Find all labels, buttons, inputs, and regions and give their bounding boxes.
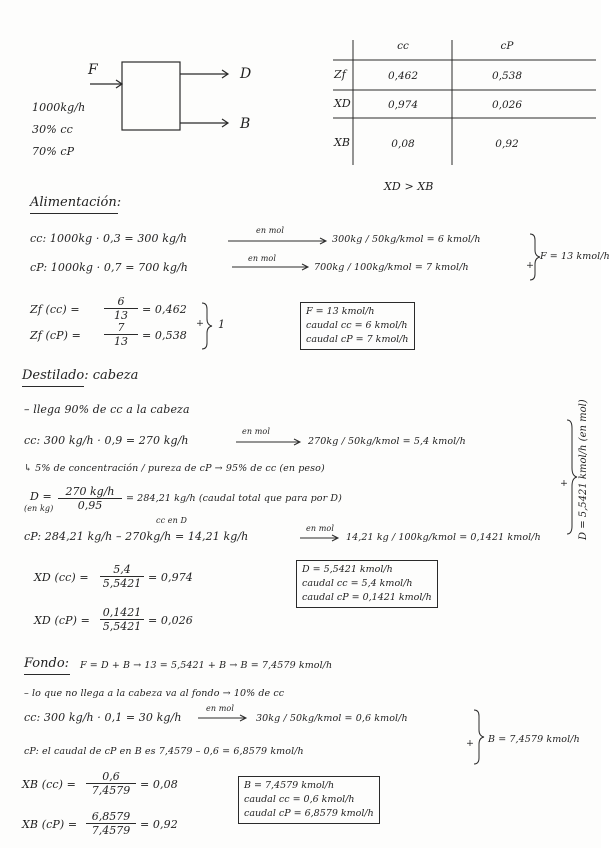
dest-line-3: ↳ 5% de concentración / pureza de cP → 95% de cc (en peso) xyxy=(24,463,325,474)
plus-sign: + xyxy=(196,318,205,329)
feed-cp: 70% cP xyxy=(32,145,75,158)
feed-flow: 1000kg/h xyxy=(32,101,86,114)
xd-cc-label: XD (cc) = xyxy=(34,571,89,584)
table-cell: 0,026 xyxy=(491,99,523,111)
xd-cp-value: = 0,026 xyxy=(148,614,193,627)
section-title-alim: Alimentación: xyxy=(30,195,122,210)
d-value: = 284,21 kg/h (caudal total que para por D) xyxy=(126,493,342,504)
plus-sign: + xyxy=(466,738,475,749)
table-cell: 0,538 xyxy=(491,70,523,82)
table-col1: cc xyxy=(397,40,409,52)
fondo-summary-box: B = 7,4579 kmol/h caudal cc = 0,6 kmol/h caudal cP = 6,8579 kmol/h xyxy=(238,776,380,824)
xb-cp-value: = 0,92 xyxy=(140,818,178,831)
plus-sign: + xyxy=(526,260,535,271)
dest-summary-box: D = 5,5421 kmol/h caudal cc = 5,4 kmol/h caudal cP = 0,1421 kmol/h xyxy=(296,560,438,608)
zf-cp-value: = 0,538 xyxy=(142,329,187,342)
row-label: XD xyxy=(334,97,351,110)
brace xyxy=(530,234,540,280)
table-note: XD > XB xyxy=(384,180,434,193)
xd-cc-fraction: $\frac{5,4}{5,5421}$ xyxy=(100,563,144,590)
dest-cc-result: 270kg / 50kg/kmol = 5,4 kmol/h xyxy=(308,436,466,447)
fondo-cp-line: cP: el caudal de cP en B es 7,4579 – 0,6 = 6,8579 kmol/h xyxy=(24,746,304,757)
bottom-label: B xyxy=(240,116,251,132)
table-col2: cP xyxy=(500,40,514,52)
xb-cp-fraction: $\frac{6,8579}{7,4579}$ xyxy=(86,810,136,837)
table-cell: 0,92 xyxy=(495,138,519,150)
fondo-brace-result: B = 7,4579 kmol/h xyxy=(488,734,580,745)
xb-cc-value: = 0,08 xyxy=(140,778,178,791)
dest-cc-line: cc: 300 kg/h · 0,9 = 270 kg/h xyxy=(24,434,189,447)
dest-line-1: – llega 90% de cc a la cabeza xyxy=(24,403,190,416)
xd-cp-fraction: $\frac{0,1421}{5,5421}$ xyxy=(100,606,144,633)
arrow-label: en mol xyxy=(242,427,270,436)
table-cell: 0,974 xyxy=(387,99,419,111)
sum-one: 1 xyxy=(218,318,226,331)
arrow-label: en mol xyxy=(248,254,276,263)
feed-cc: 30% cc xyxy=(32,123,73,136)
xb-cc-label: XB (cc) = xyxy=(22,778,76,791)
alim-cp-result: 700kg / 100kg/kmol = 7 kmol/h xyxy=(314,262,469,273)
dest-cp-result: 14,21 kg / 100kg/kmol = 0,1421 kmol/h xyxy=(346,532,541,543)
table-cell: 0,462 xyxy=(387,70,419,82)
d-fraction: $\frac{270 kg/h}{0,95}$ xyxy=(58,485,122,512)
zf-cc-fraction: $\frac{6}{13}$ xyxy=(104,295,138,322)
plus-sign: + xyxy=(560,478,569,489)
dest-cp-line: cP: 284,21 kg/h – 270kg/h = 14,21 kg/h xyxy=(24,530,249,543)
feed-label: F xyxy=(88,62,98,78)
xd-cp-label: XD (cP) = xyxy=(34,614,90,627)
alim-summary-box: F = 13 kmol/h caudal cc = 6 kmol/h caudal cP = 7 kmol/h xyxy=(300,302,415,350)
zf-cc-label: Zf (cc) = xyxy=(30,303,80,316)
fondo-cc-result: 30kg / 50kg/kmol = 0,6 kmol/h xyxy=(256,713,408,724)
zf-cc-value: = 0,462 xyxy=(142,303,187,316)
section-title-fondo: Fondo: xyxy=(24,656,70,671)
row-label: Zf xyxy=(334,68,346,81)
alim-cc-result: 300kg / 50kg/kmol = 6 kmol/h xyxy=(332,234,481,245)
dest-side-result: D = 5,5421 kmol/h (en mol) xyxy=(578,399,589,540)
row-label: XB xyxy=(334,136,351,149)
section-title-dest: Destilado: cabeza xyxy=(22,368,139,383)
column-box xyxy=(122,62,180,130)
dist-label: D xyxy=(240,66,252,82)
arrow-label: en mol xyxy=(256,226,284,235)
fondo-line-1: – lo que no llega a la cabeza va al fondo → 10% de cc xyxy=(24,688,285,699)
cp-above-note: cc en D xyxy=(156,516,188,525)
xb-cc-fraction: $\frac{0,6}{7,4579}$ xyxy=(86,770,136,797)
arrow-label: en mol xyxy=(306,524,334,533)
d-sub: (en kg) xyxy=(24,504,54,513)
fondo-balance: F = D + B → 13 = 5,5421 + B → B = 7,4579 kmol/h xyxy=(80,660,333,671)
table-cell: 0,08 xyxy=(391,138,415,150)
alim-cp-line: cP: 1000kg · 0,7 = 700 kg/h xyxy=(30,261,188,274)
fondo-cc-line: cc: 300 kg/h · 0,1 = 30 kg/h xyxy=(24,711,182,724)
xd-cc-value: = 0,974 xyxy=(148,571,193,584)
zf-cp-fraction: $\frac{7}{13}$ xyxy=(104,321,138,348)
alim-cc-line: cc: 1000kg · 0,3 = 300 kg/h xyxy=(30,232,188,245)
zf-cp-label: Zf (cP) = xyxy=(30,329,81,342)
arrow-label: en mol xyxy=(206,704,234,713)
alim-brace-result: F = 13 kmol/h xyxy=(540,251,610,262)
xb-cp-label: XB (cP) = xyxy=(22,818,78,831)
d-label: D = xyxy=(30,490,52,503)
